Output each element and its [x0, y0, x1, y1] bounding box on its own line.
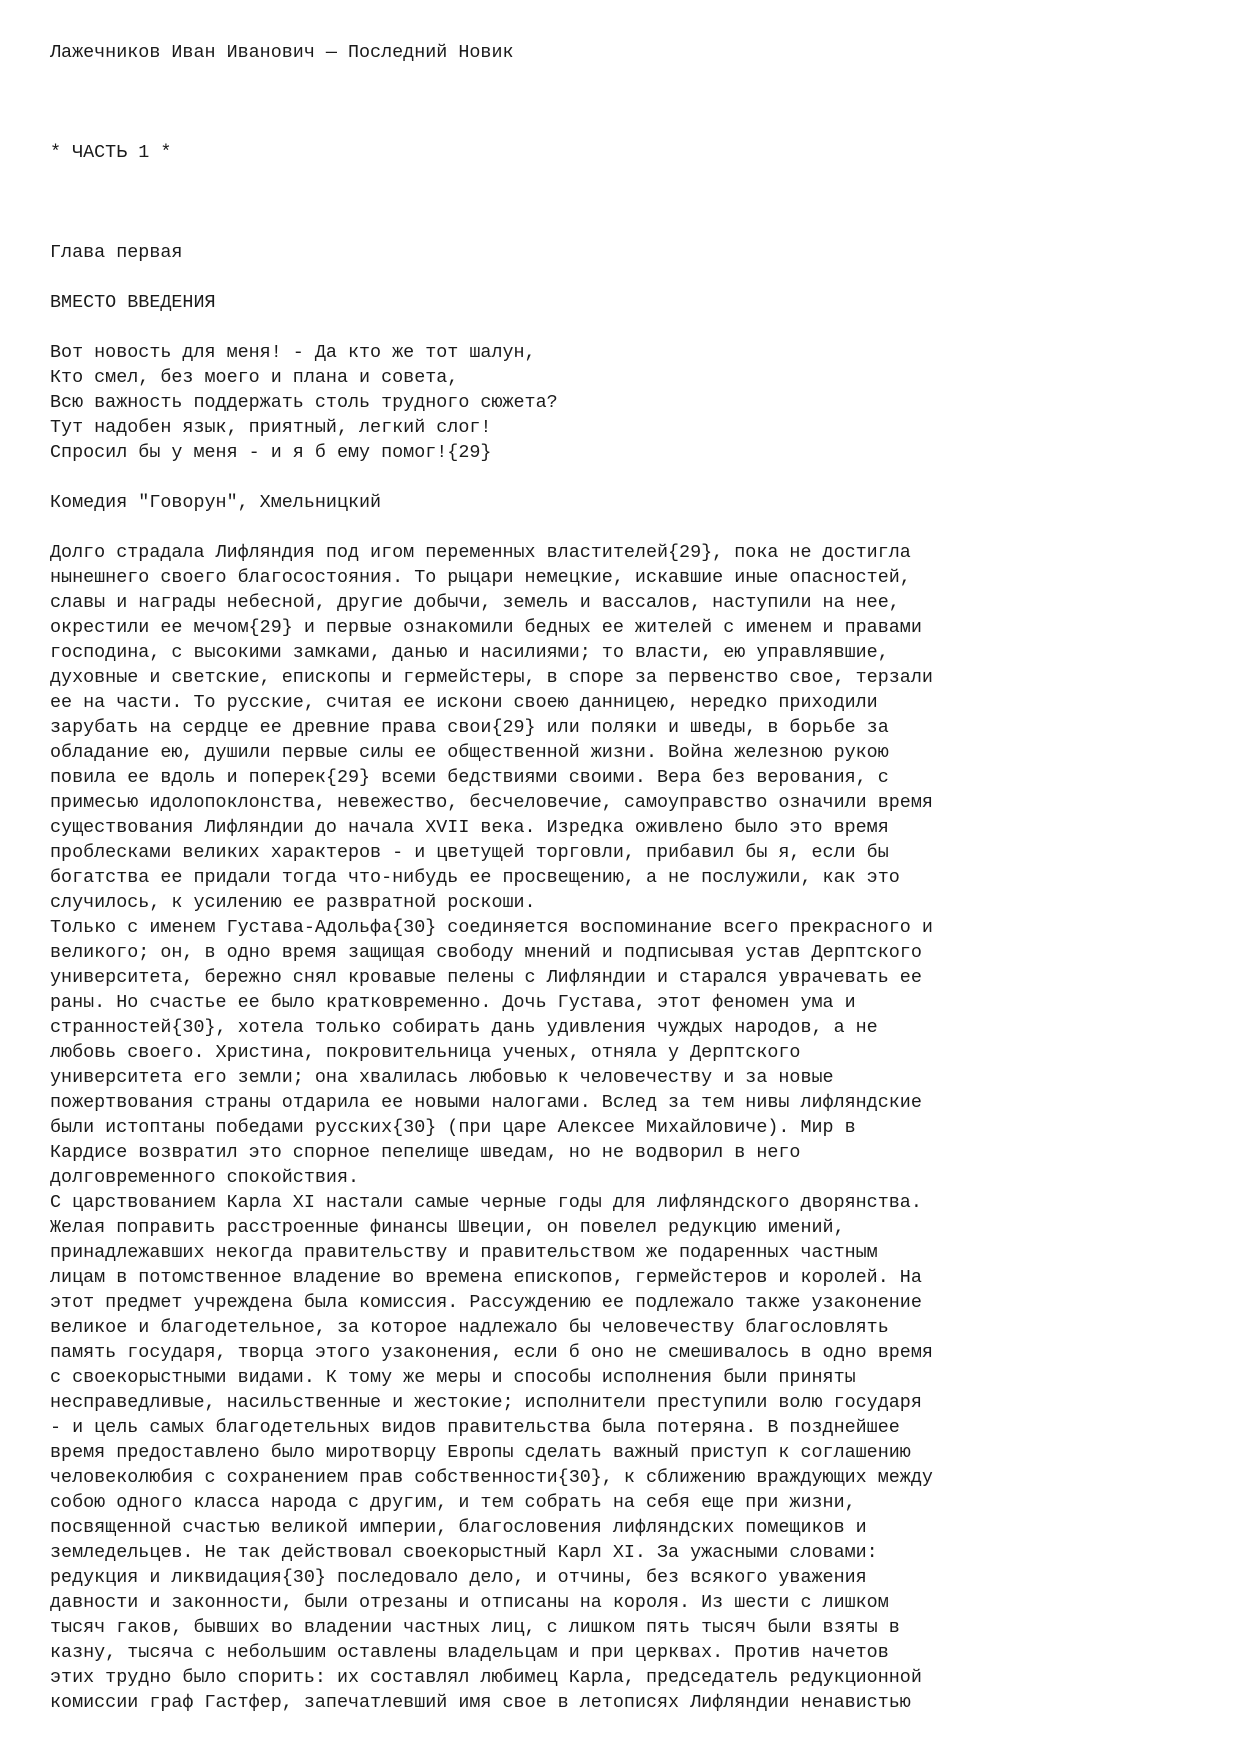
spacer	[50, 265, 1200, 290]
spacer	[50, 65, 1200, 140]
part-heading: * ЧАСТЬ 1 *	[50, 142, 172, 163]
body-text-line: редукция и ликвидация{30} последовало дело, и отчины, без всякого уважения	[50, 1567, 867, 1588]
body-text-line: раны. Но счастье ее было кратковременно. Дочь Густава, этот феномен ума и	[50, 992, 856, 1013]
body-text-line: примесью идолопоклонства, невежество, бесчеловечие, самоуправство означили время	[50, 792, 933, 813]
body-text-line: тысяч гаков, бывших во владении частных лиц, с лишком пять тысяч были взяты в	[50, 1617, 900, 1638]
body-text-line: казну, тысяча с небольшим оставлены владельцам и при церквах. Против начетов	[50, 1642, 889, 1663]
body-text-line: Желая поправить расстроенные финансы Швеции, он повелел редукцию имений,	[50, 1217, 845, 1238]
body-text-line: великого; он, в одно время защищая свободу мнений и подписывая устав Дерптского	[50, 942, 922, 963]
body-text-line: обладание ею, душили первые силы ее общественной жизни. Война железною рукою	[50, 742, 889, 763]
document-title: Лажечников Иван Иванович — Последний Новик	[50, 42, 514, 63]
body-text-line: этот предмет учреждена была комиссия. Рассуждению ее подлежало также узаконение	[50, 1292, 922, 1313]
epigraph-line: Всю важность поддержать столь трудного сюжета?	[50, 392, 558, 413]
body-text-line: университета его земли; она хвалилась любовью к человечеству и за новые	[50, 1067, 834, 1088]
chapter-subtitle: ВМЕСТО ВВЕДЕНИЯ	[50, 292, 216, 313]
spacer	[50, 165, 1200, 240]
body-text-line: ее на части. То русские, считая ее искони своею данницею, нередко приходили	[50, 692, 878, 713]
body-text-line: любовь своего. Христина, покровительница ученых, отняла у Дерптского	[50, 1042, 801, 1063]
body-text-line: несправедливые, насильственные и жестокие; исполнители преступили волю государя	[50, 1392, 922, 1413]
body-text-line: принадлежавших некогда правительству и правительством же подаренных частным	[50, 1242, 878, 1263]
body-text-line: зарубать на сердце ее древние права свои{29} или поляки и шведы, в борьбе за	[50, 717, 889, 738]
body-text-line: посвященной счастью великой империи, благословения лифляндских помещиков и	[50, 1517, 867, 1538]
body-text-line: духовные и светские, епископы и гермейстеры, в споре за первенство свое, терзали	[50, 667, 933, 688]
body-text-line: повила ее вдоль и поперек{29} всеми бедствиями своими. Вера без верования, с	[50, 767, 889, 788]
spacer	[50, 315, 1200, 340]
body-text-line: окрестили ее мечом{29} и первые ознакомили бедных ее жителей с именем и правами	[50, 617, 922, 638]
body-text-line: собою одного класса народа с другим, и тем собрать на себя еще при жизни,	[50, 1492, 856, 1513]
body-text-line: С царствованием Карла XI настали самые черные годы для лифляндского дворянства.	[50, 1192, 922, 1213]
body-text-line: - и цель самых благодетельных видов правительства была потеряна. В позднейшее	[50, 1417, 900, 1438]
body-text-line: славы и награды небесной, другие добычи, земель и вассалов, наступили на нее,	[50, 592, 900, 613]
body-text-line: Кардисе возвратил это спорное пепелище шведам, но не водворил в него	[50, 1142, 801, 1163]
body-text-line: существования Лифляндии до начала XVII века. Изредка оживлено было это время	[50, 817, 889, 838]
body-text-line: память государя, творца этого узаконения, если б оно не смешивалось в одно время	[50, 1342, 933, 1363]
body-text	[50, 540, 1200, 1715]
body-text-line: проблесками великих характеров - и цветущей торговли, прибавил бы я, если бы	[50, 842, 889, 863]
document-page	[50, 40, 1200, 1715]
body-text-line: университета, бережно снял кровавые пелены с Лифляндии и старался уврачевать ее	[50, 967, 922, 988]
body-text-line: великое и благодетельное, за которое надлежало бы человечеству благословлять	[50, 1317, 889, 1338]
spacer	[50, 515, 1200, 540]
body-text-line: с своекорыстными видами. К тому же меры и способы исполнения были приняты	[50, 1367, 856, 1388]
body-text-line: долговременного спокойствия.	[50, 1167, 360, 1188]
spacer	[50, 465, 1200, 490]
epigraph	[50, 340, 1200, 465]
epigraph-attribution: Комедия "Говорун", Хмельницкий	[50, 492, 382, 513]
body-text-line: давности и законности, были отрезаны и отписаны на короля. Из шести с лишком	[50, 1592, 889, 1613]
chapter-title: Глава первая	[50, 242, 183, 263]
body-text-line: Долго страдала Лифляндия под игом переменных властителей{29}, пока не достигла	[50, 542, 911, 563]
body-text-line: комиссии граф Гастфер, запечатлевший имя свое в летописях Лифляндии ненавистью	[50, 1692, 911, 1713]
body-text-line: пожертвования страны отдарила ее новыми налогами. Вслед за тем нивы лифляндские	[50, 1092, 922, 1113]
body-text-line: лицам в потомственное владение во времена епископов, гермейстеров и королей. На	[50, 1267, 922, 1288]
body-text-line: странностей{30}, хотела только собирать дань удивления чуждых народов, а не	[50, 1017, 878, 1038]
body-text-line: Только с именем Густава-Адольфа{30} соединяется воспоминание всего прекрасного и	[50, 917, 933, 938]
body-text-line: нынешнего своего благосостояния. То рыцари немецкие, искавшие иные опасностей,	[50, 567, 911, 588]
body-text-line: время предоставлено было миротворцу Европы сделать важный приступ к соглашению	[50, 1442, 911, 1463]
body-text-line: богатства ее придали тогда что-нибудь ее просвещению, а не послужили, как это	[50, 867, 900, 888]
body-text-line: этих трудно было спорить: их составлял любимец Карла, председатель редукционной	[50, 1667, 922, 1688]
body-text-line: случилось, к усилению ее развратной роскоши.	[50, 892, 536, 913]
body-text-line: земледельцев. Не так действовал своекорыстный Карл XI. За ужасными словами:	[50, 1542, 878, 1563]
epigraph-line: Кто смел, без моего и плана и совета,	[50, 367, 459, 388]
body-text-line: господина, с высокими замками, данью и насилиями; то власти, ею управлявшие,	[50, 642, 889, 663]
epigraph-line: Спросил бы у меня - и я б ему помог!{29}	[50, 442, 492, 463]
epigraph-line: Тут надобен язык, приятный, легкий слог!	[50, 417, 492, 438]
body-text-line: были истоптаны победами русских{30} (при царе Алексее Михайловиче). Мир в	[50, 1117, 856, 1138]
epigraph-line: Вот новость для меня! - Да кто же тот шалун,	[50, 342, 536, 363]
body-text-line: человеколюбия с сохранением прав собственности{30}, к сближению враждующих между	[50, 1467, 933, 1488]
